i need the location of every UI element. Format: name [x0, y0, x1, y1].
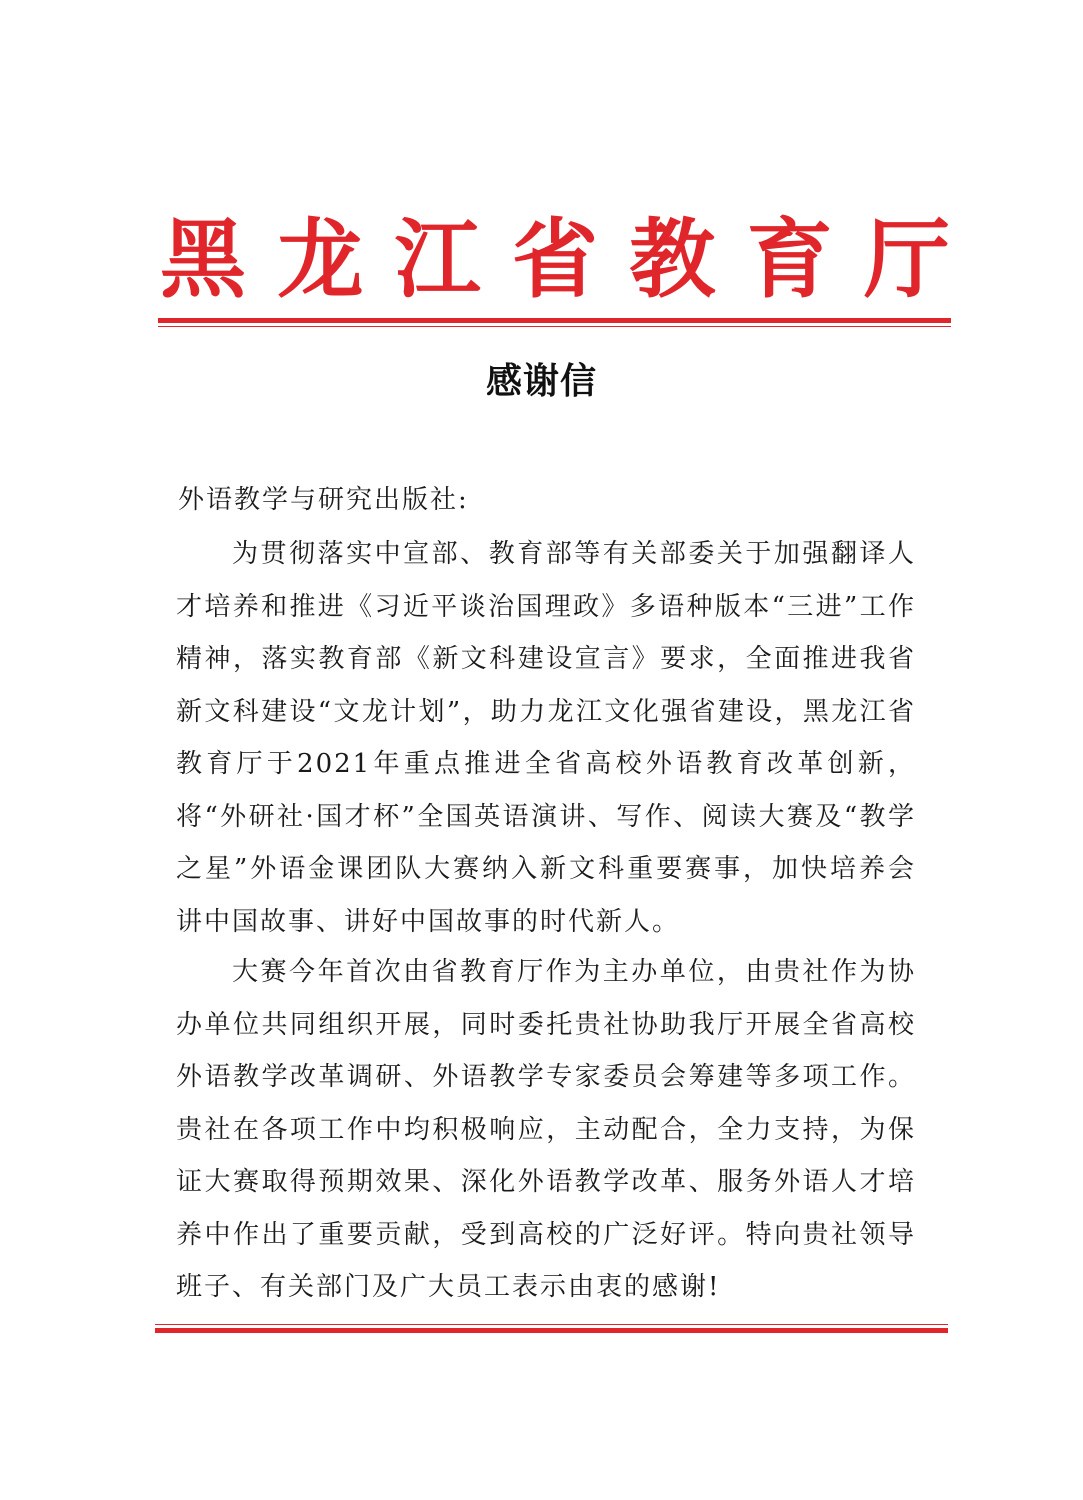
footer-divider	[155, 1324, 948, 1333]
body-paragraph-1: 为贯彻落实中宣部、教育部等有关部委关于加强翻译人才培养和推进《习近平谈治国理政》多语种版本“三进”工作精神，落实教育部《新文科建设宣言》要求，全面推进我省新文科建设“文龙计划”，助力龙江文化强省建设，黑龙江省教育厅于2021年重点推进全省高校外语教育改革创新，将“外研社·国才杯”全国英语演讲、写作、阅读大赛及“教学之星”外语金课团队大赛纳入新文科重要赛事，加快培养会讲中国故事、讲好中国故事的时代新人。	[176, 539, 916, 937]
letterhead-char: 省	[511, 209, 598, 310]
salutation: 外语教学与研究出版社:	[178, 485, 469, 515]
letterhead-char: 教	[629, 209, 716, 310]
header-divider	[158, 318, 951, 327]
letterhead-char: 育	[746, 209, 833, 310]
letterhead-char: 龙	[277, 209, 364, 310]
document-title: 感谢信	[485, 361, 597, 402]
letterhead-char: 厅	[863, 209, 950, 310]
body-paragraph-2: 大赛今年首次由省教育厅作为主办单位，由贵社作为协办单位共同组织开展，同时委托贵社协助我厅开展全省高校外语教学改革调研、外语教学专家委员会筹建等多项工作。贵社在各项工作中均积极响应，主动配合，全力支持，为保证大赛取得预期效果、深化外语教学改革、服务外语人才培养中作出了重要贡献，受到高校的广泛好评。特向贵社领导班子、有关部门及广大员工表示由衷的感谢!	[176, 957, 916, 1302]
letterhead-char: 黑	[160, 209, 246, 310]
letterhead-char: 江	[394, 209, 481, 310]
letterhead	[160, 210, 950, 310]
